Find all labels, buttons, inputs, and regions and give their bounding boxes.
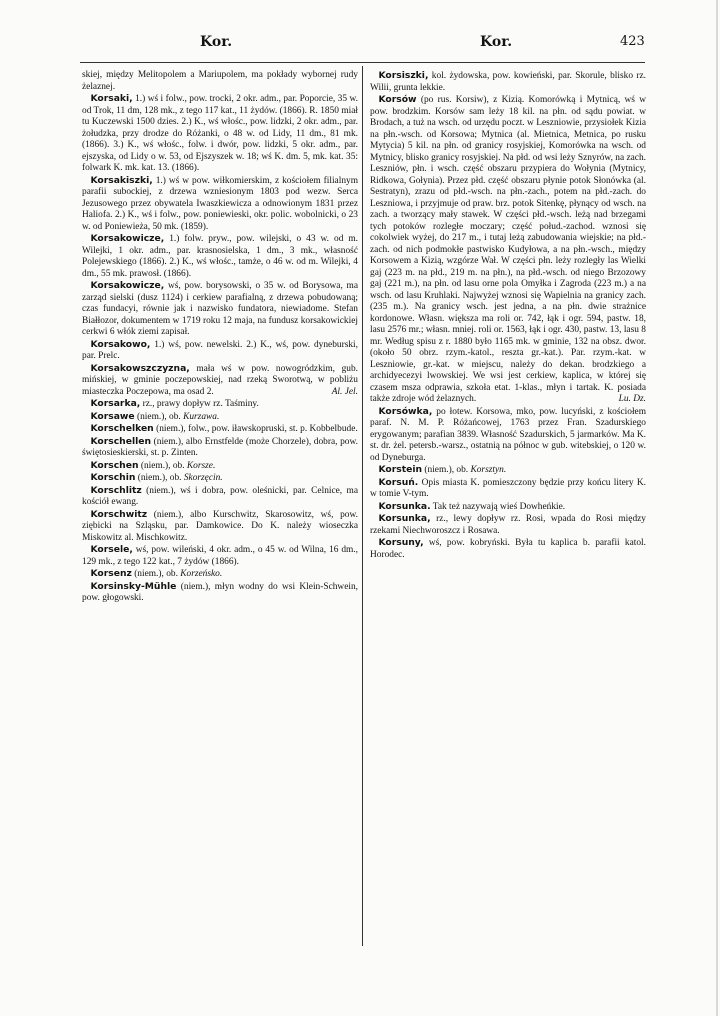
entry-text: skiej, między Melitopolem a Mariupolem, ma pokłady wybornej rudy żelaznej. bbox=[82, 70, 358, 92]
entry-text: (niem.), ob. bbox=[138, 460, 187, 471]
entry-text: 1.) folw. pryw., pow. wilejski, o 43 w. od m. Wilejki, 1 okr. adm., par. krasnosielska, 1 dm., 3 mk., własność Polejewskiego (1866). 2.) K., wś włośc., tamże, o 46 w. od m. Wilejki, 4 dm., 55 mk. prawosł. (1866). bbox=[82, 234, 358, 279]
entry-headword: Korsów bbox=[378, 94, 417, 105]
dictionary-entry bbox=[370, 94, 646, 406]
entry-headword: Korsunka, bbox=[378, 513, 431, 524]
entry-text: wś, pow. borysowski, o 35 w. od Borysowa, ma zarząd sielski (dusz 1124) i cerkiew parafialną, z drzewa pobudowaną; czas fundacyi, równie jak i nazwisko fundatora, niewiadome. Stefan Białłozor, dokumentem w 1719 roku 12 maja, na fundusz korsakowickiej cerkwi 6 włók ziemi zapisał. bbox=[82, 281, 358, 337]
dictionary-entry bbox=[370, 501, 646, 514]
dictionary-entry bbox=[82, 472, 358, 485]
entry-headword: Korschin bbox=[90, 472, 136, 483]
entry-headword: Korsuny, bbox=[378, 537, 424, 548]
left-column bbox=[82, 70, 358, 605]
right-column bbox=[370, 70, 646, 561]
dictionary-entry bbox=[82, 175, 358, 234]
entry-text: rz., lewy dopływ rz. Rosi, wpada do Rosi między rzekami Niechworoszcz i Rosawa. bbox=[370, 514, 646, 536]
running-head-left: Kor. bbox=[200, 34, 233, 50]
dictionary-entry bbox=[82, 339, 358, 363]
entry-text: po łotew. Korsowa, mko, pow. lucyński, z kościołem paraf. N. M. P. Różańcowej, 1763 przez Fran. Szadurskiego erygowanym; parafian 3839. Własność Szadurskich, 5 jarmarków. Ma K. st. dr. żel. petersb.-warsz., ostatnią na północ w gub. witebskiej, o 120 w. od Dyneburga. bbox=[370, 406, 646, 463]
entry-headword: Korschen bbox=[90, 459, 139, 471]
dictionary-entry bbox=[82, 70, 358, 93]
entry-text: (po rus. Korsiw), z Kizią. Komorówką i Mytnicą, wś w pow. brodzkim. Korsów sam leży 18 kil. na płn. od sądu powiat. w Brodach, a tuż na wsch. od urzędu poczt. w Leszniowie, przysiołek Kizia na płn.-wsch. od Korsowa; Mytnica (al. Mietnica, Metnica, po rusku Mytycia) 5 kil. na płn. od granicy rosyjskiej, Komorówka na wsch. od Mytnicy, blisko granicy rosyjskiej. Na płd. od wsi leży Sznyrów, na zach. Leszniów, płn. i wsch. część obszaru przypiera do Wołynia (Mytnicy, Ridkowa, Gołynia). Przez płd. część obszaru płynie potok Słonówka (al. Sestratyn), zrazu od płd.-wsch. na płn.-zach., potem na płd.-zach. do Leszniowa, i przyjmuje od praw. brz. potok Sitenkę, płynący od wsch. na zach. a tworzący mały stawek. W części płd.-wsch. leżą nad brzegami tych potoków rozległe moczary; część połud.-zachod. wznosi się cokolwiek wyżej, do 217 m., i tutaj leżą zabudowania wiejskie; na płd.-zach. od nich podmokłe pastwisko Kudyłowa, a na płn.-wsch., między Korsowem a Kizią, wzgórze Wał. W części płn. leży rozległy las Wielki gaj (223 m. na płd., 219 m. na płn.), na płd.-wsch. od niego Brzozowy gaj (221 m.), na płn. od lasu orne pola Omyłka i Zagroda (223 m.) a na wsch. od lasu Kruhlaki. Najwyżej wznosi się Wapielnia na granicy zach. (235 m.). Na granicy wsch. jest jedna, a na płn. dwie strażnice kordonowe. Własn. większa ma roli or. 742, łąk i ogr. 594, pastw. 18, lasu 2576 mr.; własn. mniej. roli or. 1563, łąk i ogr. 430, pastw. 13, lasu 8 mr. Według spisu z r. 1880 było 1165 mk. w gminie, 132 na obsz. dwor. (około 50 obrz. rzym.-katol., reszta gr.-kat.). Par. rzym.-kat. w Leszniowie, gr.-kat. w miejscu, należy do dekan. brodzkiego a archidyecezyi lwowskiej. We wsi jest cerkiew, kaplica, w której się czasem msza odprawia, szkoła etat. 1-klas., młyn i tartak. K. posiada także zdroje wód żelaznych. bbox=[370, 95, 646, 404]
dictionary-entry bbox=[370, 537, 646, 561]
entry-headword: Korsarka, bbox=[90, 398, 141, 409]
entry-headword: Korschellen bbox=[90, 435, 152, 447]
entry-headword: Korsówka, bbox=[378, 405, 433, 417]
entry-text: Opis miasta K. pomieszczony będzie przy końcu litery K. w tomie V-tym. bbox=[370, 477, 646, 499]
entry-headword: Korsuń. bbox=[378, 476, 419, 488]
entry-headword: Korsiszki, bbox=[378, 70, 429, 81]
entry-headword: Korsawe bbox=[90, 410, 135, 422]
entry-headword: Korsele, bbox=[90, 544, 133, 555]
dictionary-entry bbox=[82, 568, 358, 581]
entry-text: mała wś w pow. nowogródzkim, gub. mińskiej, w gminie poczepowskiej, nad rzeką Sworotwą, w pobliżu miasteczka Poczepowa, ma osad 2. bbox=[82, 363, 358, 397]
cross-reference: Kurzawa. bbox=[183, 411, 220, 422]
dictionary-entry bbox=[82, 460, 358, 473]
entry-text: (niem.), ob. bbox=[422, 465, 471, 475]
dictionary-entry bbox=[82, 233, 358, 280]
entry-text: 1.) wś i folw., pow. trocki, 2 okr. adm., par. Poporcie, 35 w. od Trok, 11 dm, 128 mk., z tego 117 kat., 11 żydów. (1866). R. 1850 miał tu Kuczewski 1500 dzies. 2.) K., wś włośc., pow. lidzki, 2 okr. adm., par. żołudzka, przy drodze do Różanki, o 48 w. od Lidy, 11 dm., 81 mk. (1866). 3.) K., wś włośc., folw. i dwór, pow. lidzki, 5 okr. adm., par. ejszyska, od Lidy o w. 53, od Ejszyszek w. 18; wś K. dm. 5, mk. kat. 35: folwark K. mk. kat. 13. (1866). bbox=[82, 94, 358, 173]
entry-text: 1.) wś, pow. newelski. 2.) K., wś, pow. dyneburski, par. Prelc. bbox=[82, 339, 358, 361]
page-edge bbox=[716, 0, 718, 1016]
dictionary-entry bbox=[82, 280, 358, 339]
dictionary-entry bbox=[82, 509, 358, 545]
dictionary-entry bbox=[370, 513, 646, 537]
dictionary-entry bbox=[370, 477, 646, 501]
entry-headword: Korschlitz bbox=[90, 484, 142, 496]
entry-headword: Korsaki, bbox=[90, 93, 133, 104]
dictionary-entry bbox=[82, 581, 358, 605]
entry-headword: Korstein bbox=[378, 464, 423, 475]
author-signature: Al. Jel. bbox=[331, 386, 358, 397]
entry-text: (niem.), wś i dobra, pow. oleśnicki, par. Celnice, ma kościół ewang. bbox=[82, 485, 358, 507]
cross-reference: Skorzęcin. bbox=[183, 473, 223, 483]
entry-headword: Korschelken bbox=[90, 423, 154, 434]
running-head-right: Kor. bbox=[480, 34, 513, 50]
entry-text: (niem.), ob. bbox=[134, 411, 184, 422]
entry-text: kol. żydowska, pow. kowieński, par. Skorule, blisko rz. Wilii, grunta lekkie. bbox=[370, 71, 646, 93]
entry-headword: Korsenz bbox=[90, 568, 132, 579]
entry-text: rz., prawy dopływ rz. Taśminy. bbox=[140, 399, 259, 409]
header-rule bbox=[80, 62, 645, 63]
cross-reference: Korzeńsko. bbox=[180, 569, 223, 579]
dictionary-entry bbox=[82, 398, 358, 411]
dictionary-entry bbox=[82, 544, 358, 568]
entry-text: wś, pow. wileński, 4 okr. adm., o 45 w. od Wilna, 16 dm., 129 mk., z tego 122 kat., 7 żydów (1866). bbox=[82, 545, 358, 567]
cross-reference: Korsztyn. bbox=[470, 465, 507, 475]
entry-text: (niem.), ob. bbox=[135, 473, 184, 483]
dictionary-entry bbox=[82, 93, 358, 175]
entry-text: wś, pow. kobryński. Była tu kaplica b. parafii katol. Horodec. bbox=[370, 538, 646, 560]
column-divider bbox=[362, 66, 363, 946]
cross-reference: Korsze. bbox=[186, 460, 216, 471]
entry-text: (niem.), młyn wodny do wsi Klein-Schwein, pow. głogowski. bbox=[82, 581, 358, 603]
entry-headword: Korsakowo, bbox=[90, 338, 151, 350]
dictionary-entry bbox=[82, 411, 358, 424]
entry-headword: Korsakowszczyzna, bbox=[90, 362, 190, 374]
dictionary-entry bbox=[82, 485, 358, 509]
dictionary-entry bbox=[370, 70, 646, 94]
dictionary-entry bbox=[82, 363, 358, 399]
page-number: 423 bbox=[620, 34, 645, 49]
entry-headword: Korsunka. bbox=[378, 500, 431, 512]
entry-text: (niem.), albo Kurschwitz, Skarosowitz, wś, pow. ziębicki na Szląsku, par. Damkowice. Do K. należy wioseczka Miskowitz al. Mischkowitz. bbox=[82, 509, 358, 543]
entry-headword: Korsakiszki, bbox=[90, 174, 153, 186]
dictionary-entry bbox=[82, 436, 358, 460]
entry-text: Tak też nazywają wieś Dowheńkie. bbox=[430, 501, 566, 512]
entry-text: 1.) wś w pow. wiłkomierskim, z kościołem filialnym parafii subockiej, z drzewa wzniesionym 1803 pod wezw. Serca Jezusowego przez obywatela Iwaszkiewicza a odnowionym 1831 przez Haliofa. 2.) K., wś i folw., pow. poniewieski, okr. polic. wobolnicki, o 23 w. od Poniewieża, 50 mk. (1859). bbox=[82, 175, 358, 232]
entry-headword: Korschwitz bbox=[90, 508, 148, 520]
entry-headword: Korsakowicze, bbox=[90, 280, 165, 291]
entry-headword: Korsinsky-Mühle bbox=[90, 580, 177, 592]
entry-text: (niem.), ob. bbox=[131, 569, 181, 579]
entry-text: (niem.), folw., pow. iławskopruski, st. p. Kobbelbude. bbox=[153, 424, 358, 434]
entry-text: (niem.), albo Ernstfelde (może Chorzele), dobra, pow. świętosieskierski, st. p. Zinten. bbox=[82, 436, 358, 458]
author-signature: Lu. Dz. bbox=[618, 394, 646, 404]
entry-headword: Korsakowicze, bbox=[90, 233, 165, 244]
dictionary-entry bbox=[370, 464, 646, 477]
dictionary-entry bbox=[370, 406, 646, 465]
dictionary-entry bbox=[82, 423, 358, 436]
